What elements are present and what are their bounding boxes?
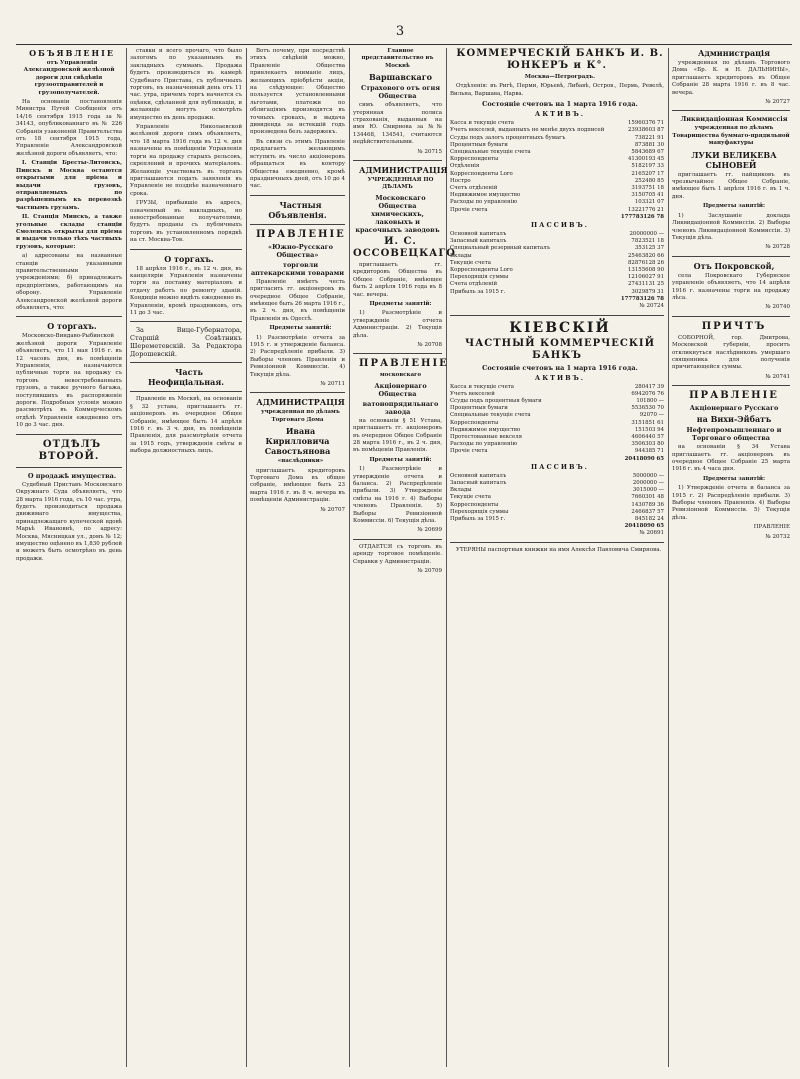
col4-paragraph: приглашаетъ гг. кредиторовъ Общества въ Общее Собраніе, имѣющее быть 2 апрѣля 1916 года въ 8 час. вечера. <box>353 261 442 298</box>
page-number: 3 <box>395 24 405 39</box>
row-label: Протестованные векселя <box>450 433 523 440</box>
col6-paragraph: СОБОРНОЙ, гор. Дмитрова, Московской губерніи, проситъ откликнуться наслѣдниковъ умершаго священника для полученія причитающейся суммы. <box>672 334 790 371</box>
table-row <box>450 207 664 214</box>
row-value: 92070 — <box>639 412 664 419</box>
row-value: 280417 39 <box>634 383 664 390</box>
row-label: Расходы по управленію <box>450 441 518 448</box>
row-value: 5000000 — <box>632 472 664 479</box>
col2-heading: О торгахъ. <box>164 253 214 264</box>
bank-kiev-subtitle: ЧАСТНЫЙ КОММЕРЧЕСКІЙ БАНКЪ <box>464 337 656 361</box>
bank-junker-aktiv-heading: АКТИВЪ. <box>534 110 586 119</box>
row-value: 873881 30 <box>634 141 664 148</box>
col6-heading: ПРАВЛЕНІЕ <box>689 390 779 402</box>
column-divider <box>246 48 247 1067</box>
table-row <box>450 149 664 156</box>
col3-paragraph: приглашаетъ кредиторовъ Торговаго Дома въ общее собраніе, имѣющее быть 23 марта 1916 г. въ 8 ч. вечера въ помѣщеніи Администраціи. <box>250 467 345 504</box>
row-value: 13221776 21 <box>627 206 664 213</box>
row-label: Корреспонденты Loro <box>450 170 513 177</box>
row-label: Счетъ отдѣленій <box>450 185 498 192</box>
divider <box>450 315 664 316</box>
divider <box>250 195 345 196</box>
col4-heading: Страхового отъ огня Общества <box>360 84 441 101</box>
row-value: 12106027 91 <box>627 274 664 281</box>
bank-kiev-aktiv-table <box>450 384 664 456</box>
column-2 <box>130 48 242 1071</box>
ad-number: № 20715 <box>417 148 442 155</box>
row-label: Корреспонденты <box>450 156 499 163</box>
row-label: Переходящія суммы <box>450 274 509 281</box>
row-label: Учетъ векселей, выданныхъ не менѣе двухъ подписей <box>450 127 605 134</box>
col6-subheading: на Вихи-Эйбатъ <box>696 414 772 425</box>
col6-subheading: Акціонернаго Русскаго <box>689 404 779 413</box>
col1-subheading: О продажѣ имущества. <box>27 471 117 480</box>
divider <box>130 321 242 322</box>
table-row <box>450 267 664 274</box>
row-label: Основной капиталъ <box>450 472 507 479</box>
table-row <box>450 516 664 523</box>
table-row <box>450 480 664 487</box>
row-label: Прочіе счета <box>450 448 488 455</box>
table-row <box>450 163 664 170</box>
col4-paragraph: симъ объявляетъ, что утерянная полиса страхованія, выданныя на имя Ю. Смирнова за №№ 134468, 134541, считаются недѣйствительными. <box>353 102 442 146</box>
divider <box>16 467 122 468</box>
column-4 <box>353 48 456 1071</box>
bank-junker-statement-title: Состояніе счетовъ на 1 марта 1916 года. <box>482 100 638 109</box>
top-rule <box>16 44 792 45</box>
col2-paragraph: Правленіе въ Москвѣ, на основаніи § 32 устава, приглашаетъ гг. акціонеровъ въ очередное Общее Собраніе, имѣющее быть 14 апрѣля 1916 г. въ 3 ч. дня, въ помѣщеніи Правленія, для разсмотрѣнія отчета за 1915 годъ, утвержденія смѣты и выбора должностныхъ лицъ. <box>130 396 242 455</box>
table-row <box>450 171 664 178</box>
bank-kiev-passiv-heading: ПАССИВЪ. <box>531 462 589 471</box>
row-label: Прочіе счета <box>450 206 488 213</box>
ad-number: № 20691 <box>639 530 664 537</box>
table-row <box>450 199 664 206</box>
column-divider <box>349 48 350 1067</box>
col6-heading: Отъ Покровской, <box>693 260 775 271</box>
ad-number: № 20711 <box>320 381 345 387</box>
bank-junker-aktiv-table <box>450 120 664 214</box>
col4-subheading: УЧРЕЖДЕННАЯ ПО ДѢЛАМЪ <box>367 177 434 191</box>
col1-heading: ОБЪЯВЛЕНІЕ <box>29 48 115 58</box>
col2-paragraph: Управленіе Николаевской желѣзной дороги симъ объявляетъ, что 18 марта 1916 года въ 12 ч. дня назначены въ помѣщеніи Управленія торги на продажу старыхъ рельсовъ, скреплений и прочихъ матеріаловъ. Желающіе участвовать въ торгахъ приглашаются подать заявленія въ Управленіе не позднѣе назначеннаго срока. <box>130 124 242 197</box>
row-label: Ссуды подъ залогъ процентныхъ бумагъ <box>450 134 566 141</box>
row-value: 2165207 17 <box>631 170 664 177</box>
table-row <box>450 253 664 260</box>
total-row <box>450 214 664 221</box>
row-value: 3029879 31 <box>631 288 664 295</box>
row-value: 3506303 80 <box>631 441 664 448</box>
ad-number: № 20732 <box>765 533 790 540</box>
total-row <box>450 456 664 463</box>
col4-paragraph: ОТДАЕТСЯ съ торговъ въ аренду торговое помѣщеніе. Справки у Администраціи. <box>353 543 442 565</box>
ad-number: № 20708 <box>417 341 442 348</box>
table-row <box>450 135 664 142</box>
ad-number: № 20728 <box>765 244 790 251</box>
col6-paragraph: учрежденная по дѣламъ Торгового Дома «Бр. К. и Н. ДАЛЬНИНЫ», приглашаетъ кредиторовъ въ Общее Собраніе 28 марта 1916 г. въ 8 час. вечера. <box>672 60 790 96</box>
row-value: 27431131 25 <box>627 281 664 288</box>
bank-junker-passiv-table <box>450 231 664 296</box>
bank-kiev-title: КІЕВСКІЙ <box>509 319 611 336</box>
column-5 <box>450 48 664 1071</box>
col6-paragraph: 1) Заслушаніе доклада Ликвидаціонной Коммиссіи. 2) Выборы членовъ Ликвидаціонной Коммиссіи. 3) Текущія дѣла. <box>672 212 790 241</box>
col3-paragraph: 1) Разсмотрѣніе отчета за 1915 г. и утвержденіе баланса. 2) Распредѣленіе прибыли. 3) Выборы членовъ Правленія и Ревизіонной Коммиссіи. 4) Текущія дѣла. <box>250 334 345 378</box>
row-label: Касса и текущіе счета <box>450 120 514 127</box>
row-value: 3151851 61 <box>631 419 664 426</box>
col3-heading: АДМИНИСТРАЦІЯ <box>256 397 345 408</box>
row-label: Расходы по управленію <box>450 199 518 206</box>
col6-subheading: учрежденная по дѣламъ Товарищества буммаго-прядильной мануфактуры <box>672 125 790 147</box>
section-heading-chastnye: Частныя Объявленія. <box>268 199 327 220</box>
ad-number: № 20740 <box>765 304 790 311</box>
table-row <box>450 412 664 419</box>
divider <box>353 160 442 161</box>
col3-paragraph: Въ связи съ этимъ Правленіе предлагаетъ желающимъ вступить въ число акціонеровъ обращаться въ контору Общества ежедневно, кромѣ праздничныхъ дней, отъ 10 до 4 час. <box>250 138 345 190</box>
row-label: Основной капиталъ <box>450 231 507 238</box>
table-row <box>450 509 664 516</box>
signature: ПРАВЛЕНІЕ <box>753 524 790 531</box>
bank-junker-branches: Отдѣленія: въ Ригѣ, Перми, Юрьевѣ, Либавѣ, Остров., Пермь, Ревелѣ, Вильна, Варшава, Нарва. <box>450 83 664 97</box>
row-value: 151503 94 <box>634 426 664 433</box>
table-row <box>450 231 664 238</box>
col1-paragraph: а) адресованы на названные станціи указанными правительственными учрежденіями; б) принадлежатъ предпріятіямъ, работающимъ на оборону. Управленіе Александровской желѣзной дороги объявляетъ, что: <box>16 253 122 311</box>
divider <box>130 249 242 250</box>
row-value: 25463820 66 <box>627 252 664 259</box>
divider <box>250 392 345 393</box>
col1-paragraph: Судебный Приставъ Московскаго Окружнаго Суда объявляетъ, что 28 марта 1916 года, съ 10 час. утра, будетъ производиться продажа движимаго имущества, принадлежащаго купеческой вдовѣ Марьѣ Ивановнѣ, по адресу: Москва, Мясницкая ул., домъ № 12; имущество оцѣнено въ 1,830 рублей и можетъ быть осмотрѣно въ день продажи. <box>16 481 122 562</box>
col1-heading-torgi: О торгахъ. <box>47 321 97 332</box>
bank-junker-passiv-heading: ПАССИВЪ. <box>531 221 589 230</box>
row-label: Ссуды подъ процентныя бумаги <box>450 397 542 404</box>
divider <box>130 362 242 363</box>
row-value: 6942076 76 <box>631 390 664 397</box>
col5-footer-notice: УТЕРЯНЫ паспортныя книжки на имя Алексѣя Павловича Смирнова. <box>456 546 662 553</box>
col4-heading: Главное представительство въ Москвѣ <box>361 48 434 69</box>
bank-junker-city: Москва—Петроградъ. <box>524 74 596 80</box>
total-value: 177783126 78 <box>620 213 664 220</box>
column-divider <box>446 48 447 1067</box>
row-label: Вклады <box>450 487 472 494</box>
row-value: 5182197 33 <box>631 163 664 170</box>
row-label: Корреспонденты <box>450 501 499 508</box>
row-label: Текущіе счета <box>450 494 491 501</box>
row-label: Вклады <box>450 252 472 259</box>
row-label: Отдѣленія <box>450 163 480 170</box>
total-row <box>450 296 664 303</box>
column-3 <box>250 48 345 1071</box>
col4-heading: АДМИНИСТРАЦІЯ <box>359 165 448 176</box>
col6-paragraph: на основаніи § 34 Устава приглашаетъ гг. акціонеровъ въ очередное Общее Собраніе 25 марта 1916 г. въ 4 часа дня. <box>672 444 790 473</box>
table-row <box>450 178 664 185</box>
col4-paragraph: 1) Разсмотрѣніе и утвержденіе отчета и баланса. 2) Распредѣленіе прибыли. 3) Утвержденіе смѣты на 1916 г. 4) Выборы членовъ Правленія. 5) Выборы Ревизіонной Коммиссіи. 6) Текущія дѣла. <box>353 466 442 525</box>
table-row <box>450 420 664 427</box>
column-divider <box>126 48 127 1067</box>
col1-paragraph: На основаніи постановленія Министра Путей Сообщенія отъ 14/16 сентября 1915 года за № 34143, опубликованнаго въ № 226 Собранія узаконеній Правительства отъ 18 сентября 1915 года, Управленіе Александровской желѣзной дороги объявляетъ, что: <box>16 99 122 157</box>
col6-heading: Ликвидаціонная Коммиссія <box>680 115 788 124</box>
row-value: 82876128 26 <box>627 259 664 266</box>
col3-subheading: Ивана Кирилловича Савостьянова <box>264 426 331 457</box>
col4-subheading: Акціонернаго Общества <box>374 381 427 398</box>
table-row <box>450 245 664 252</box>
divider <box>353 353 442 354</box>
row-label: Текущіе счета <box>450 259 491 266</box>
divider <box>16 434 122 435</box>
bank-kiev-passiv-table <box>450 473 664 523</box>
section-heading-neofitsialnaya: Часть Неофиціальная. <box>147 367 225 388</box>
row-value: 7823521 18 <box>631 238 664 245</box>
row-value: 738221 91 <box>634 134 664 141</box>
col4-heading: И. С. ОССОВЕЦКАГО <box>353 235 456 259</box>
col6-heading: ПРИЧТЪ <box>701 320 767 332</box>
col4-paragraph: на основаніи § 51 Устава, приглашаетъ гг. акціонеровъ въ очередное Общее Собраніе 28 марта 1916 г., въ 2 ч. дня, въ помѣщеніи Правленія. <box>353 417 442 454</box>
col2-signature-box: За Вице-Губернатора, Старшій Совѣтникъ Шереметевскій. За Редактора Дорошевскій. <box>130 326 242 359</box>
col6-subheading: Предметы занятій: <box>702 475 766 482</box>
total-value: 20418090 65 <box>624 523 664 530</box>
row-label: Счета отдѣленій <box>450 281 498 288</box>
table-row <box>450 384 664 391</box>
table-row <box>450 156 664 163</box>
table-row <box>450 192 664 199</box>
row-value: 101800 — <box>636 397 664 404</box>
row-value: 15960376 71 <box>627 120 664 127</box>
row-value: 5536530 70 <box>631 405 664 412</box>
divider <box>130 391 242 392</box>
col6-subheading: Нефтепромышленнаго и Торговаго общества <box>686 426 782 443</box>
table-row <box>450 502 664 509</box>
row-value: 20000000 — <box>629 231 664 238</box>
divider <box>672 256 790 257</box>
col4-subheading: Предметы занятій: <box>369 300 432 307</box>
divider <box>672 316 790 317</box>
table-row <box>450 405 664 412</box>
row-value: 3193751 18 <box>631 185 664 192</box>
col6-heading: ЛУКИ ВЕЛИКЕВА СЫНОВЕЙ <box>691 149 777 170</box>
col3-subheading: «наслѣдники» <box>277 458 324 465</box>
bank-kiev-statement-title: Состояніе счетовъ на 1 марта 1916 года. <box>482 363 638 372</box>
total-row <box>450 523 664 530</box>
row-value: 23938603 87 <box>627 127 664 134</box>
row-label: Учетъ векселей <box>450 390 495 397</box>
row-value: 103321 07 <box>634 199 664 206</box>
col3-subheading: «Южно-Русскаго Общества» <box>268 242 333 259</box>
col2-paragraph: ГРУЗЫ, прибывшіе въ адресъ, означенный въ накладныхъ, но невостребованные получателями, будутъ проданы съ публичныхъ торговъ въ установленномъ порядкѣ на ст. Москва-Тов. <box>130 200 242 244</box>
col6-heading: Администрація <box>698 48 770 58</box>
row-value: 2000000 — <box>632 479 664 486</box>
row-label: Корреспонденты Loro <box>450 267 513 274</box>
bank-kiev-aktiv-heading: АКТИВЪ. <box>534 373 586 382</box>
row-label: Прибыль за 1915 г. <box>450 288 506 295</box>
row-value: 7660301 48 <box>631 494 664 501</box>
column-1 <box>16 48 122 1071</box>
table-row <box>450 434 664 441</box>
row-value: 944385 71 <box>634 448 664 455</box>
divider <box>450 542 664 543</box>
ad-number: № 20707 <box>320 506 345 513</box>
col3-paragraph: Вотъ почему, при посредствѣ этихъ свѣдѣній можно, Правленіе Общества привлекаетъ вниманіе лицъ, желающихъ пріобрѣсти акціи, на слѣдующее: Общество пользуется установленными льготами, платежи по облигаціямъ производятся въ точныхъ срокахъ, и выдача дивиденда за истекшій годъ произведена безъ задержекъ. <box>250 48 345 136</box>
col1-paragraph: II. Станція Минскъ, а также угольные склады станціи Смоленскъ открыты для пріема и выдачи только тѣхъ частныхъ грузовъ, которые: <box>16 214 122 250</box>
divider <box>16 316 122 317</box>
row-label: Недвижимое имущество <box>450 426 521 433</box>
col3-subheading: Предметы занятій: <box>269 325 332 332</box>
row-value: 252480 85 <box>634 177 664 184</box>
row-value: 1430789 36 <box>631 501 664 508</box>
ad-number: № 20741 <box>765 373 790 380</box>
table-row <box>450 185 664 192</box>
total-value: 20418090 65 <box>624 455 664 462</box>
table-row <box>450 142 664 149</box>
col4-subheading: Предметы занятій: <box>369 456 432 463</box>
table-row <box>450 441 664 448</box>
table-row <box>450 238 664 245</box>
col4-heading: ПРАВЛЕНІЕ <box>359 358 449 370</box>
table-row <box>450 448 664 455</box>
row-label: Специальные текущіе счета <box>450 412 531 419</box>
column-6 <box>672 48 790 1071</box>
table-row <box>450 427 664 434</box>
col1-paragraph: Московско-Виндаво-Рыбинской желѣзной дороги Управленіе объявляетъ, что 11 мая 1916 г. въ 12 часовъ дня, въ помѣщеніи Управленія, назначаются публичные торги на продажу съ торговъ невостребованныхъ грузовъ, а также ручного багажа, поступившихъ въ распоряженіе дороги. Подробныя условія можно разсмотрѣть въ Коммерческомъ отдѣлѣ Управленія ежедневно отъ 10 до 3 час. дня. <box>16 333 122 429</box>
row-value: 845182 24 <box>634 515 664 522</box>
divider <box>353 539 442 540</box>
table-row <box>450 494 664 501</box>
row-label: Ностро <box>450 177 471 184</box>
row-label: Специальные текущіе счета <box>450 149 531 156</box>
col1-lead: отъ Управленія Александровской желѣзной дороги для свѣдѣнія грузоотправителей и грузополучателей. <box>23 60 115 96</box>
col3-subheading: торговли аптекарскими товарами <box>250 260 345 277</box>
row-value: 3150705 41 <box>631 192 664 199</box>
row-value: 13155608 90 <box>627 267 664 274</box>
total-value: 177783126 78 <box>620 295 664 302</box>
column-divider <box>668 48 669 1067</box>
row-label: Специальный резервный капиталъ <box>450 245 550 252</box>
row-label: Переходящія суммы <box>450 508 509 515</box>
table-row <box>450 391 664 398</box>
row-value: 3015000 — <box>632 487 664 494</box>
col4-subheading: Московскаго Общества химическихъ, лаковыхъ и красочныхъ заводовъ <box>355 193 440 234</box>
row-label: Недвижимое имущество <box>450 192 521 199</box>
col6-paragraph: села Покровскаго Губернское управленіе объявляетъ, что 14 апрѣля 1916 г. назначены торги на продажу лѣса. <box>672 272 790 301</box>
col3-paragraph: Правленіе имѣетъ честь пригласить гг. акціонеровъ въ очередное Общее Собраніе, имѣющее быть 26 марта 1916 г., въ 2 ч. дня, въ помѣщеніи Правленія въ Одессѣ. <box>250 278 345 322</box>
table-row <box>450 473 664 480</box>
table-row <box>450 260 664 267</box>
row-label: Запасный капиталъ <box>450 479 507 486</box>
ad-number: № 20699 <box>417 527 442 534</box>
col4-heading: Варшавскаго <box>369 72 432 83</box>
row-value: 353125 37 <box>634 245 664 252</box>
col4-paragraph: 1) Разсмотрѣніе и утвержденіе отчета Администраціи. 2) Текущія дѣла. <box>353 310 442 339</box>
bank-junker-title: КОММЕРЧЕСКІЙ БАНКЪ И. В. ЮНКЕРЪ и К°. <box>456 48 664 71</box>
row-label: Касса и текущіе счета <box>450 383 514 390</box>
ad-number: № 20727 <box>765 99 790 106</box>
table-row <box>450 281 664 288</box>
section-heading-otdel-vtoroy: ОТДѢЛЪ ВТОРОЙ. <box>38 438 102 462</box>
table-row <box>450 289 664 296</box>
col4-subheading: ватонопрядильнаго завода <box>362 399 439 416</box>
row-label: Процентныя бумаги <box>450 141 508 148</box>
ad-number: № 20724 <box>639 303 664 310</box>
divider <box>672 110 790 111</box>
table-row <box>450 487 664 494</box>
row-label: Корреспонденты <box>450 419 499 426</box>
col6-paragraph: приглашаетъ гг. пайщиковъ въ чрезвычайное Общее Собраніе, имѣющее быть 1 апрѣля 1916 г. въ 1 ч. дня. <box>672 171 790 200</box>
row-label: Прибыль за 1915 г. <box>450 515 506 522</box>
col1-paragraph: I. Станціи Бресты-Литовскъ, Пинскъ и Москва остаются открытыми для пріема и выдачи грузовъ, отправляемыхъ по разрѣшеннымъ къ перевозкѣ частнымъ грузамъ. <box>16 160 122 211</box>
table-row <box>450 127 664 134</box>
col4-subheading: московскаго <box>379 372 422 379</box>
col2-paragraph: ставки и всего прочаго, что было залогомъ по указаннымъ въ закладныхъ суммамъ. Продажа будетъ производиться въ камерѣ Судебнаго Пристава, съ публичныхъ торговъ, въ назначенный день отъ 11 час. утра, причемъ торгъ начнется съ оцѣнки, сдѣланной для публикаціи, и желающіе могутъ осмотрѣть имущество въ день продажи. <box>130 48 242 121</box>
newspaper-page <box>6 4 794 1075</box>
col3-subheading: учрежденная по дѣламъ Торговаго Дома <box>261 409 340 423</box>
row-value: 41300193 45 <box>627 156 664 163</box>
row-label: Процентныя бумаги <box>450 405 508 412</box>
row-label: Запасный капиталъ <box>450 238 507 245</box>
row-value: 5843689 67 <box>631 149 664 156</box>
ad-number: № 20709 <box>417 568 442 575</box>
col2-paragraph: 18 апрѣля 1916 г., въ 12 ч. дня, въ канцеляріи Управленія назначены торги на поставку матеріаловъ и отдачу работъ по ремонту зданій. Кондиціи можно видѣть ежедневно въ Управленіи, кромѣ праздниковъ, отъ 11 до 3 час. <box>130 265 242 316</box>
col6-subheading: Предметы занятій: <box>702 203 766 210</box>
col6-paragraph: 1) Утвержденіе отчета и баланса за 1915 г. 2) Распредѣленіе прибыли. 3) Выборы членовъ Правленія. 4) Выборы Ревизіонной Коммиссіи. 5) Текущія дѣла. <box>672 485 790 521</box>
divider <box>250 224 345 225</box>
row-value: 4606440 57 <box>631 433 664 440</box>
col3-heading: ПРАВЛЕНІЕ <box>256 228 346 240</box>
row-value: 2466837 57 <box>631 508 664 515</box>
divider <box>672 385 790 386</box>
